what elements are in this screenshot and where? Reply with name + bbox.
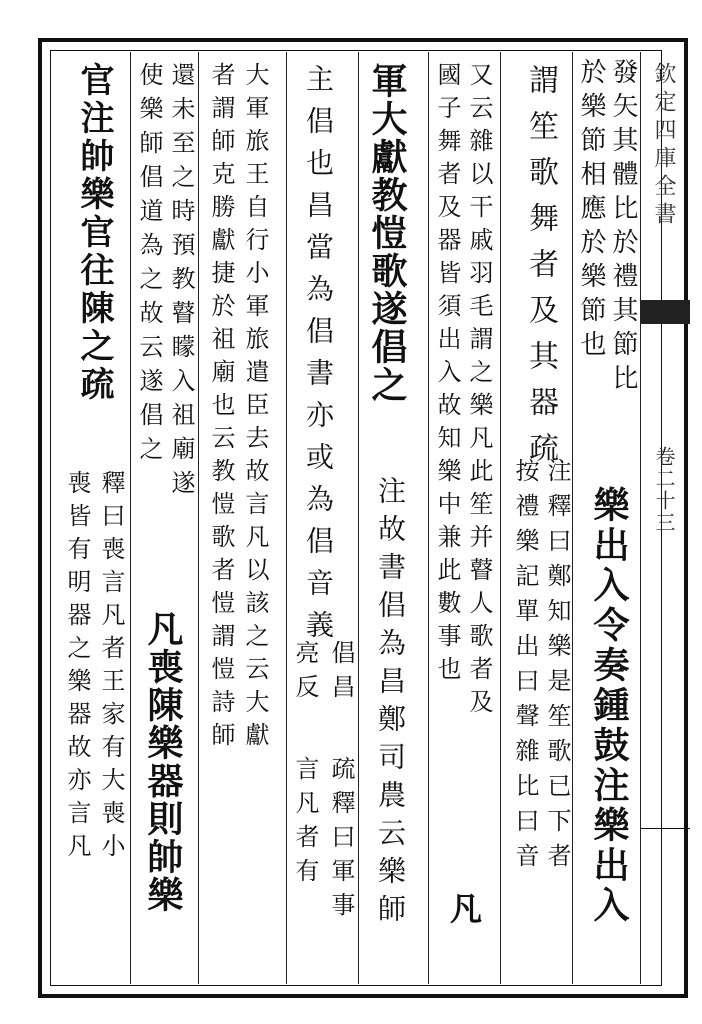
commentary-line: 疏釋曰軍事: [327, 756, 355, 926]
column-rule: [428, 52, 429, 984]
commentary-line: 使樂師倡道為之故云遂倡之: [135, 62, 163, 470]
column-rule: [572, 52, 573, 984]
main-text-line: 凡喪陳樂器則帥樂: [142, 610, 184, 914]
main-text-line: 凡: [445, 892, 483, 924]
column-rule: [500, 52, 501, 984]
commentary-line: 主倡也昌當為倡書亦或為倡音義: [302, 64, 335, 652]
commentary-line: 亮反: [291, 640, 319, 708]
commentary-line: 倡昌: [327, 640, 355, 708]
text-line: 於樂節相應於樂節也: [576, 58, 606, 364]
column-rule: [286, 52, 287, 984]
commentary-line: 大軍旅王自行小軍旅遣臣去故言凡以該之云大獻: [241, 62, 269, 755]
commentary-line: 又云雜以干戚羽毛謂之樂凡此笙并瞽人歌者及: [465, 62, 493, 722]
commentary-line: 按禮樂記單出曰聲雜比曰音: [511, 458, 539, 878]
column-rule: [358, 52, 359, 984]
column-rule: [198, 52, 199, 984]
column-rule: [130, 52, 131, 984]
main-text-line: 樂出入令奏鍾鼓注樂出入: [588, 486, 630, 926]
margin-separator: [640, 52, 641, 984]
text-line: 謂笙歌舞者及其器疏: [523, 64, 558, 478]
commentary-line: 者謂師克勝獻捷於祖廟也云教愷歌者愷謂愷詩師: [207, 62, 235, 755]
commentary-line: 還未至之時預教瞽矇入祖廟遂: [167, 62, 195, 504]
margin-divider: [640, 828, 690, 829]
book-title-margin: 欽定四庫全書: [651, 62, 676, 230]
commentary-line: 注故書倡為昌鄭司農云樂師: [374, 476, 407, 932]
main-text-line: 官注帥樂官往陳之疏: [74, 62, 114, 404]
commentary-line: 喪皆有明器之樂器故亦言凡: [63, 470, 91, 866]
commentary-line: 注釋曰鄭知樂是笙歌已下者: [543, 458, 571, 878]
text-line: 發矢其體比於禮其節比: [608, 58, 638, 398]
fish-tail-mark: [640, 300, 690, 324]
main-text-line: 軍大獻教愷歌遂倡之: [366, 62, 408, 404]
commentary-line: 國子舞者及器皆須出入故知樂中兼此數事也: [433, 62, 461, 689]
juan-number: 卷二十三: [652, 446, 676, 534]
commentary-line: 釋曰喪言凡者王家有大喪小: [97, 470, 125, 866]
commentary-line: 言凡者有: [291, 756, 319, 892]
